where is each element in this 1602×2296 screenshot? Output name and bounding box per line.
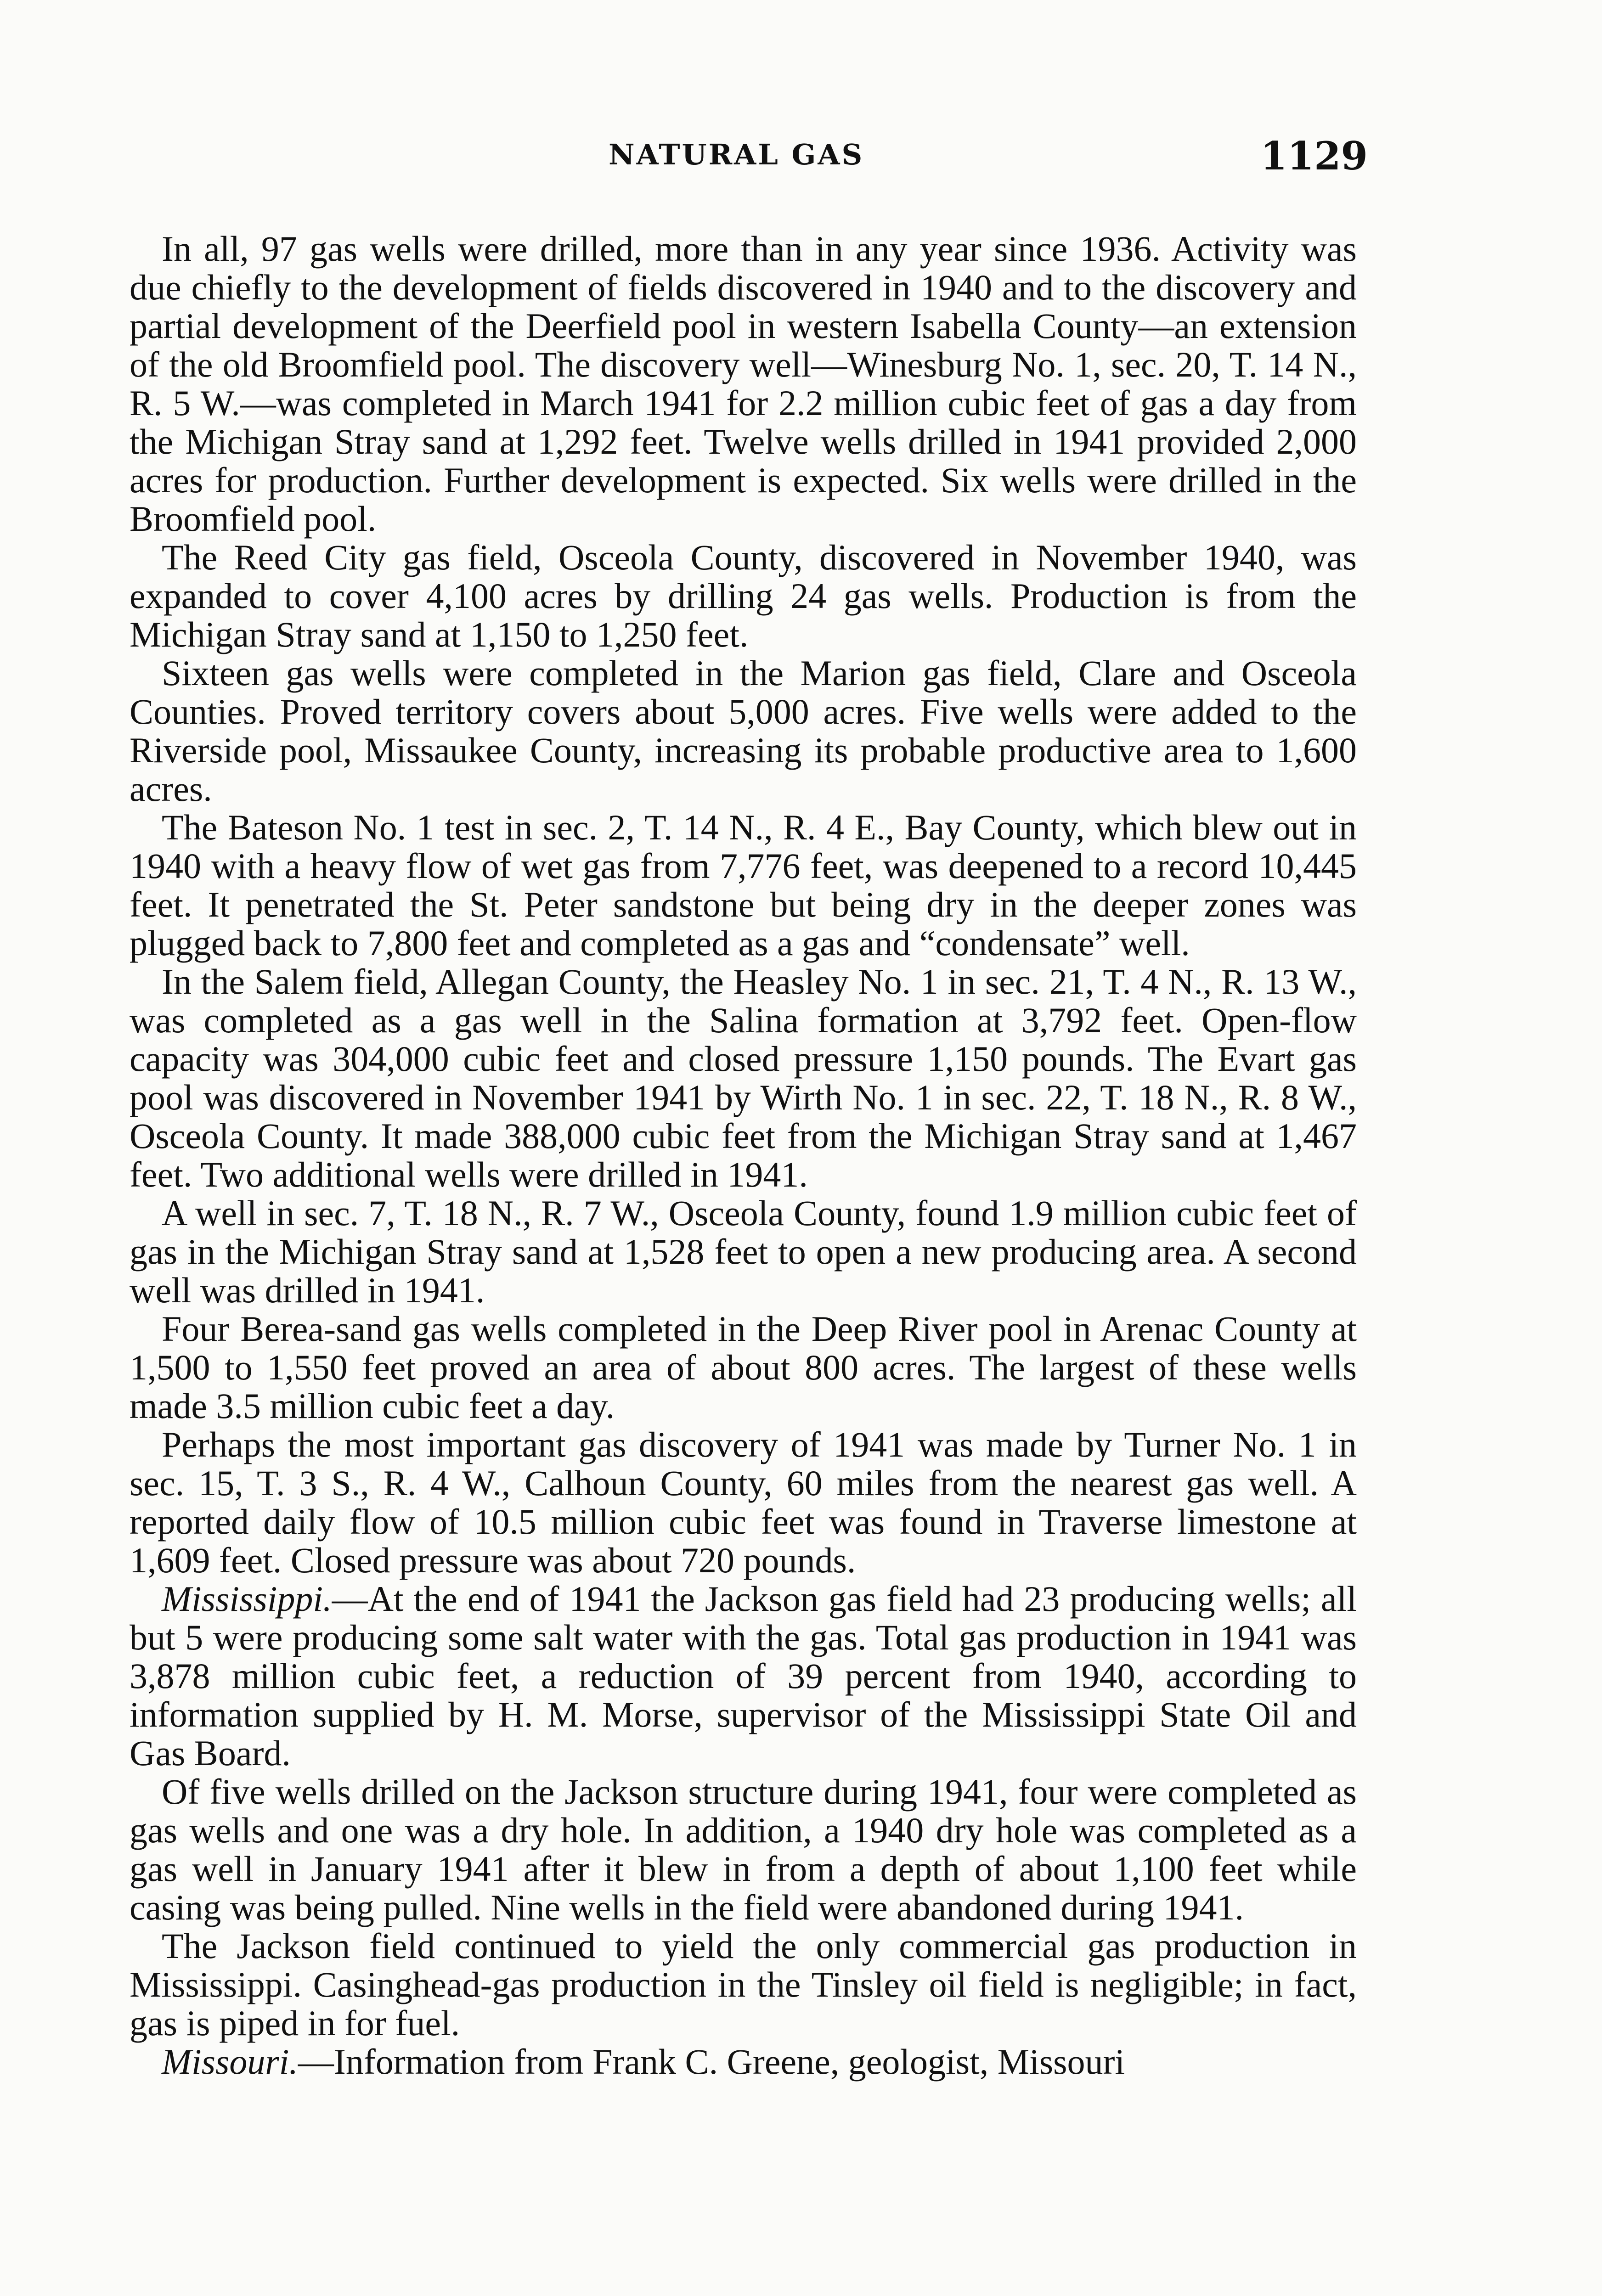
paragraph-mississippi: [130, 1580, 1357, 1773]
paragraph-text: In all, 97 gas wells were drilled, more than in any year since 1936. Activity was due chiefly to the development of fields discovered in 1940 and to the discovery and partial development of the Deerfield pool in western Isabella County—an extension of the old Broomfield pool. The discovery well—Winesburg No. 1, sec. 20, T. 14 N., R. 5 W.—was completed in March 1941 for 2.2 million cubic feet of gas a day from the Michigan Stray sand at 1,292 feet. Twelve wells drilled in 1941 provided 2,000 acres for production. Further development is expected. Six wells were drilled in the Broomfield pool.: [130, 229, 1357, 539]
section-lead: Missouri.: [162, 2042, 298, 2082]
paragraph-text: —Information from Frank C. Greene, geologist, Missouri: [298, 2042, 1125, 2082]
paragraph-jackson-field: [130, 1927, 1357, 2043]
paragraph-text: In the Salem field, Allegan County, the Heasley No. 1 in sec. 21, T. 4 N., R. 13 W., was completed as a gas well in the Salina formation at 3,792 feet. Open-flow capacity was 304,000 cubic feet and closed pressure 1,150 pounds. The Evart gas pool was discovered in November 1941 by Wirth No. 1 in sec. 22, T. 18 N., R. 8 W., Osceola County. It made 388,000 cubic feet from the Michigan Stray sand at 1,467 feet. Two additional wells were drilled in 1941.: [130, 962, 1357, 1194]
body-text: [130, 230, 1357, 2081]
paragraph-deep-river: [130, 1310, 1357, 1425]
paragraph-salem: [130, 962, 1357, 1194]
paragraph-text: The Bateson No. 1 test in sec. 2, T. 14 N., R. 4 E., Bay County, which blew out in 1940 with a heavy flow of wet gas from 7,776 feet, was deepened to a record 10,445 feet. It penetrated the St. Peter sandstone but being dry in the deeper zones was plugged back to 7,800 feet and completed as a gas and “condensate” well.: [130, 807, 1357, 963]
paragraph-bateson: [130, 808, 1357, 962]
section-lead: Mississippi.: [162, 1579, 332, 1619]
paragraph-missouri: [130, 2043, 1357, 2081]
paragraph-reed-city: [130, 538, 1357, 654]
paragraph-text: Of five wells drilled on the Jackson structure during 1941, four were completed as gas wells and one was a dry hole. In addition, a 1940 dry hole was completed as a gas well in January 1941 after it blew in from a depth of about 1,100 feet while casing was being pulled. Nine wells in the field were abandoned during 1941.: [130, 1772, 1357, 1927]
page-number: 1129: [1260, 133, 1368, 179]
paragraph-deerfield: [130, 230, 1357, 538]
paragraph-turner: [130, 1425, 1357, 1580]
paragraph-text: A well in sec. 7, T. 18 N., R. 7 W., Osceola County, found 1.9 million cubic feet of gas in the Michigan Stray sand at 1,528 feet to open a new producing area. A second well was drilled in 1941.: [130, 1193, 1357, 1310]
paragraph-text: Four Berea-sand gas wells completed in the Deep River pool in Arenac County at 1,500 to 1,550 feet proved an area of about 800 acres. The largest of these wells made 3.5 million cubic feet a day.: [130, 1309, 1357, 1426]
paragraph-text: Sixteen gas wells were completed in the Marion gas field, Clare and Osceola Counties. Proved territory covers about 5,000 acres. Five wells were added to the Riverside pool, Missaukee County, increasing its probable productive area to 1,600 acres.: [130, 653, 1357, 809]
paragraph-osceola-well: [130, 1194, 1357, 1310]
paragraph-text: The Reed City gas field, Osceola County, discovered in November 1940, was expanded to cover 4,100 acres by drilling 24 gas wells. Production is from the Michigan Stray sand at 1,150 to 1,250 feet.: [130, 537, 1357, 654]
paragraph-text: —At the end of 1941 the Jackson gas field had 23 producing wells; all but 5 were producing some salt water with the gas. Total gas production in 1941 was 3,878 million cubic feet, a reduction of 39 percent from 1940, according to information supplied by H. M. Morse, supervisor of the Mississippi State Oil and Gas Board.: [130, 1579, 1357, 1773]
paragraph-marion: [130, 654, 1357, 808]
paragraph-text: Perhaps the most important gas discovery of 1941 was made by Turner No. 1 in sec. 15, T. 3 S., R. 4 W., Calhoun County, 60 miles from the nearest gas well. A reported daily flow of 10.5 million cubic feet was found in Traverse limestone at 1,609 feet. Closed pressure was about 720 pounds.: [130, 1424, 1357, 1580]
paragraph-text: The Jackson field continued to yield the only commercial gas production in Mississippi. Casinghead-gas production in the Tinsley oil field is negligible; in fact, gas is piped in for fuel.: [130, 1926, 1357, 2043]
running-head: NATURAL GAS: [609, 138, 864, 171]
paragraph-jackson-wells: [130, 1773, 1357, 1927]
